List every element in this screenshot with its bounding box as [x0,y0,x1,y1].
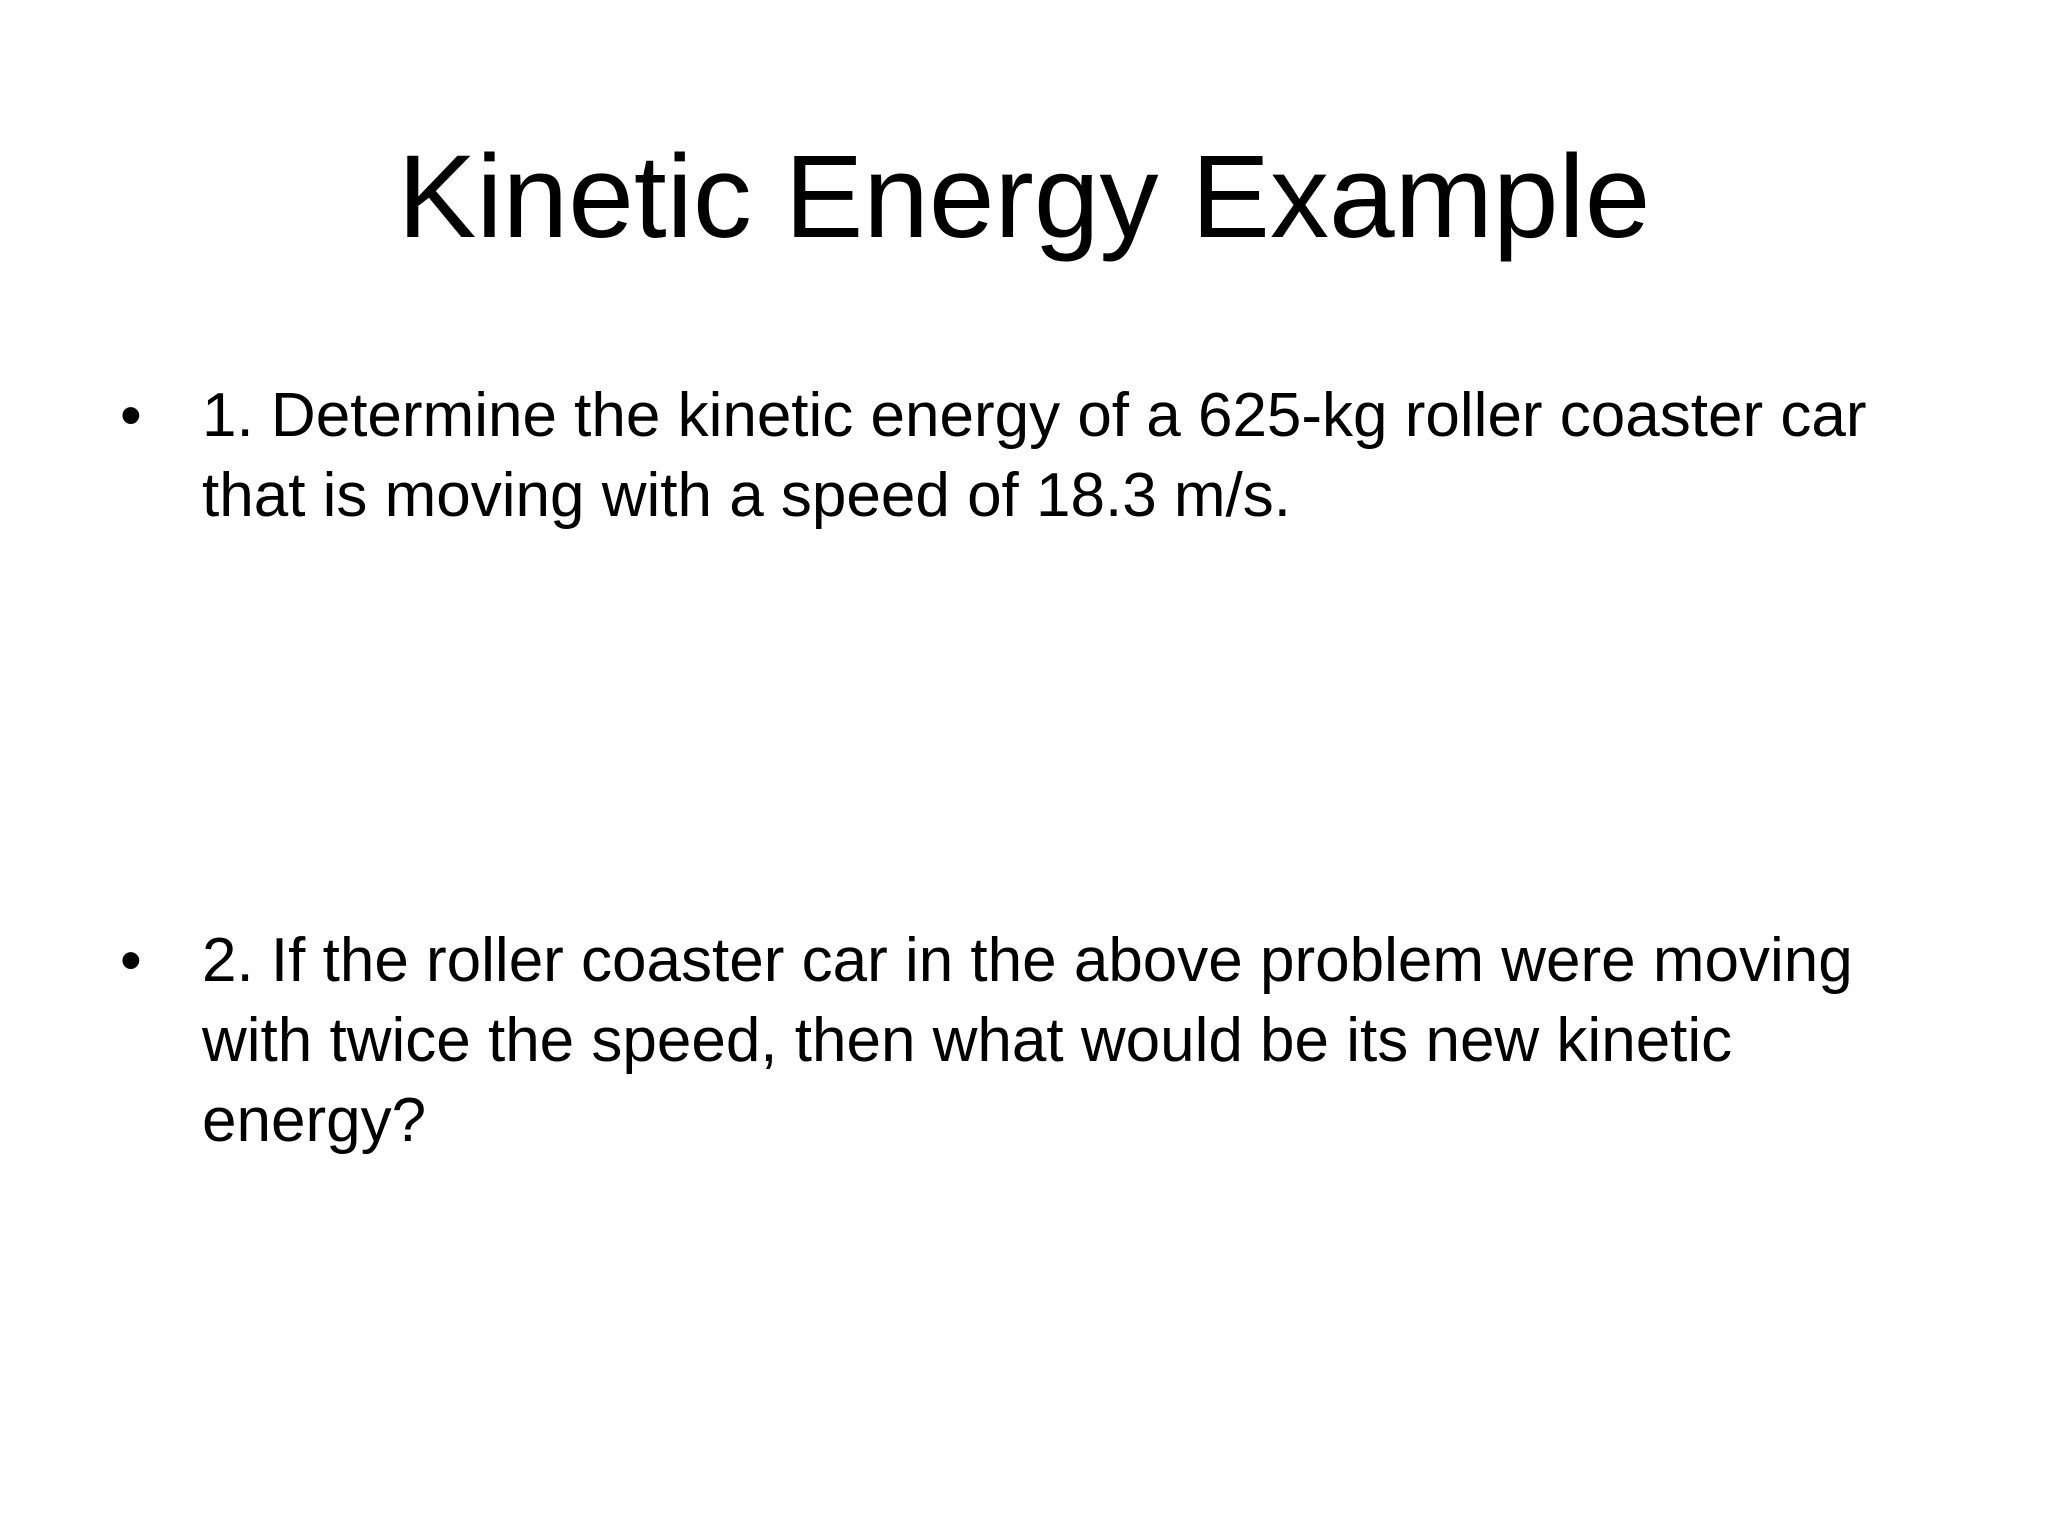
bullet-text-2: 2. If the roller coaster car in the above problem were moving with twice the speed, then what would be its new kinetic energy? [202,926,1853,1155]
bullet-marker: • [120,381,142,450]
slide-title: Kinetic Energy Example [397,131,1651,263]
bullet-marker: • [120,926,142,995]
bullet-text-1: 1. Determine the kinetic energy of a 625-kg roller coaster car that is moving with a speed of 18.3 m/s. [202,381,1867,530]
